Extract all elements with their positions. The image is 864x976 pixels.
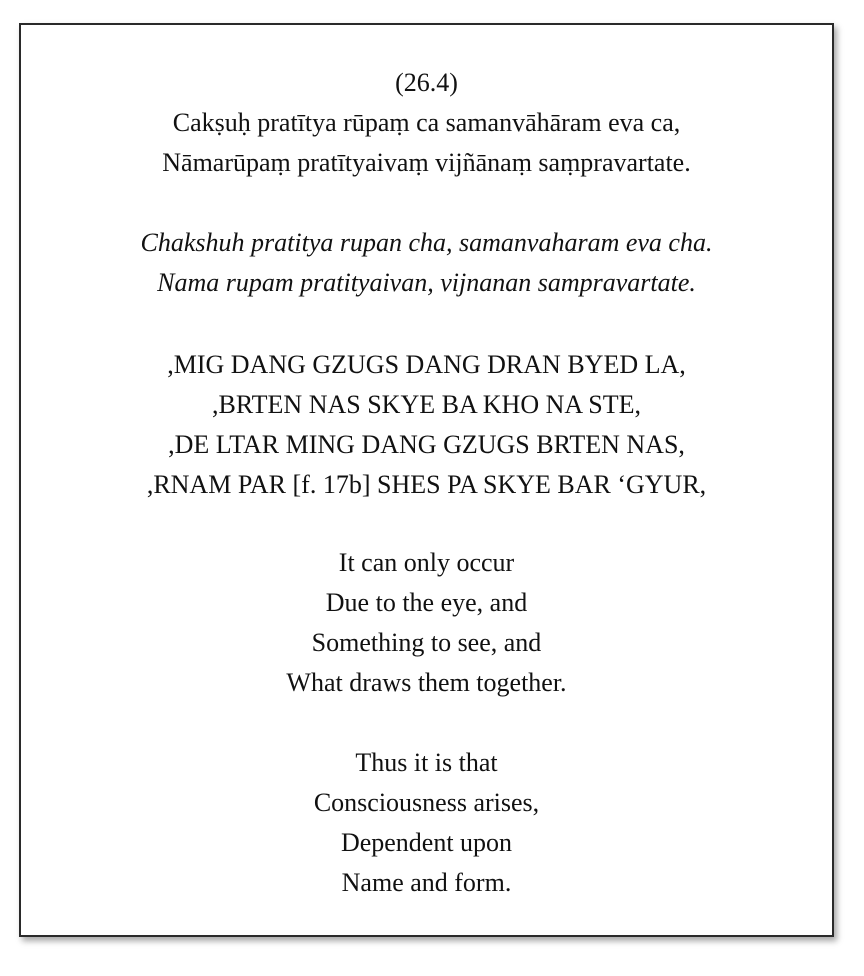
transliteration-line: Chakshuh pratitya rupan cha, samanvaharam eva cha. <box>140 228 713 257</box>
verse-number-text: (26.4) <box>395 68 458 97</box>
tibetan-verse <box>21 345 832 505</box>
english-line: Consciousness arises, <box>313 788 540 817</box>
english-stanza-2 <box>21 743 832 903</box>
english-line: Due to the eye, and <box>325 588 528 617</box>
english-line: It can only occur <box>338 548 515 577</box>
page-frame <box>19 23 834 937</box>
transliteration-line: Nama rupam pratityaivan, vijnanan sampravartate. <box>157 268 696 297</box>
sanskrit-line: Cakṣuḥ pratītya rūpaṃ ca samanvāhāram eva ca, <box>172 108 681 137</box>
verse-number <box>21 63 832 103</box>
english-line: What draws them together. <box>286 668 567 697</box>
sanskrit-line: Nāmarūpaṃ pratītyaivaṃ vijñānaṃ saṃpravartate. <box>162 148 691 177</box>
tibetan-line: ,MIG DANG GZUGS DANG DRAN BYED LA, <box>167 350 686 379</box>
english-line: Something to see, and <box>311 628 542 657</box>
tibetan-line: ,BRTEN NAS SKYE BA KHO NA STE, <box>212 390 641 419</box>
tibetan-line: ,DE LTAR MING DANG GZUGS BRTEN NAS, <box>168 430 685 459</box>
english-line: Thus it is that <box>355 748 498 777</box>
english-stanza-1 <box>21 543 832 703</box>
sanskrit-verse <box>21 103 832 183</box>
english-line: Dependent upon <box>340 828 513 857</box>
transliteration-verse <box>21 223 832 303</box>
tibetan-line: ,RNAM PAR [f. 17b] SHES PA SKYE BAR ‘GYUR, <box>146 470 707 499</box>
english-line: Name and form. <box>341 868 512 897</box>
